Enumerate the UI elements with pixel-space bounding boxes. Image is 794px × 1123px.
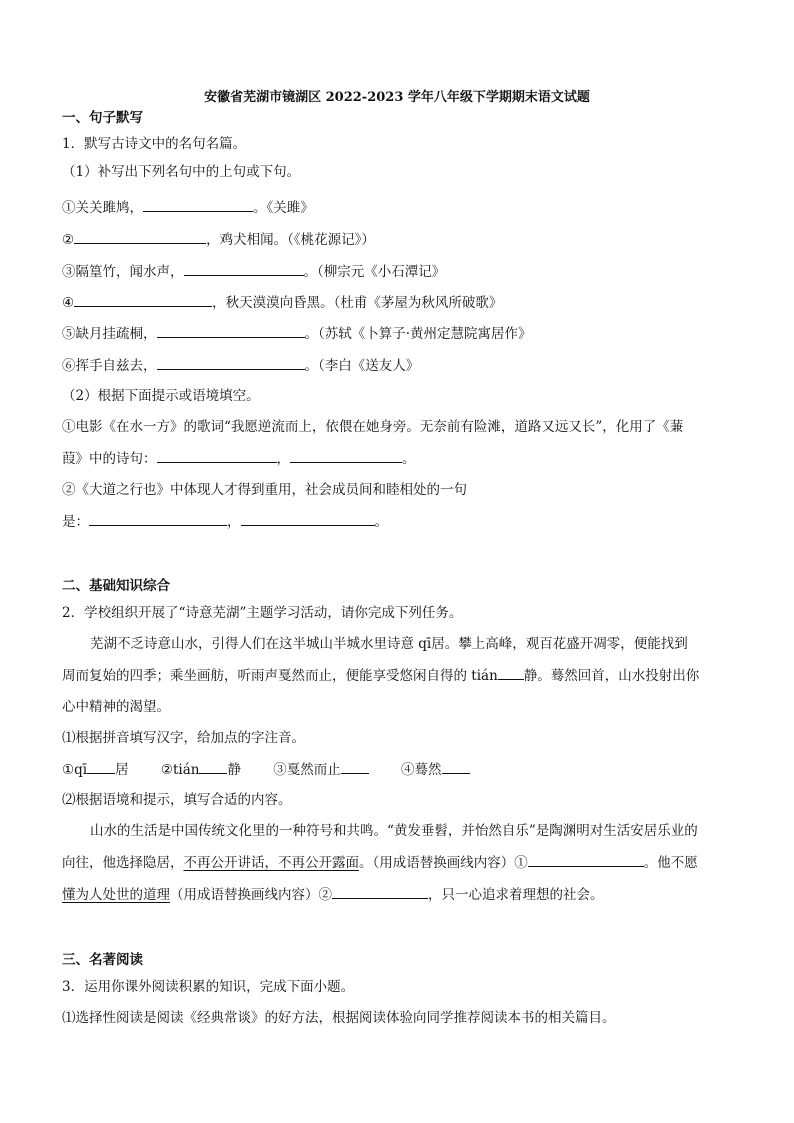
answer-blank[interactable] bbox=[442, 759, 470, 774]
answer-blank[interactable] bbox=[341, 759, 369, 774]
answer-blank[interactable] bbox=[241, 511, 375, 526]
question-2: 2．学校组织开展了“诗意芜湖”主题学习活动，请你完成下列任务。 bbox=[62, 605, 463, 621]
answer-blank[interactable] bbox=[143, 197, 253, 212]
answer-blank[interactable] bbox=[290, 448, 402, 463]
question-3: 3．运用你课外阅读积累的知识，完成下面小题。 bbox=[62, 979, 355, 995]
answer-blank[interactable] bbox=[74, 292, 212, 307]
section-3-header: 三、名著阅读 bbox=[62, 952, 143, 968]
q1-part-1: （1）补写出下列名句中的上句或下句。 bbox=[62, 164, 301, 180]
answer-blank[interactable] bbox=[332, 884, 428, 899]
q1-part-2: （2）根据下面提示或语境填空。 bbox=[62, 388, 260, 404]
answer-blank[interactable] bbox=[74, 229, 206, 244]
fill-line-6: ⑥挥手自兹去， 。（李白《送友人》 bbox=[62, 355, 419, 376]
answer-blank[interactable] bbox=[157, 323, 305, 338]
fill-line-3: ③隔篁竹，闻水声， 。（柳宗元《小石潭记》 bbox=[62, 261, 445, 282]
context-2-line-1: ②《大道之行也》中体现人才得到重用，社会成员间和睦相处的一句 bbox=[62, 482, 467, 498]
fill-line-1: ①关关雎鸠， 。《关雎》 bbox=[62, 197, 314, 218]
item-1: ①qī 居 bbox=[62, 762, 129, 778]
passage-2-line-2: 向往，他选择隐居，不再公开讲话，不再公开露面。（用成语替换画线内容）① 。他不愿 bbox=[62, 852, 698, 873]
passage-1-line-3: 心中精神的渴望。 bbox=[62, 699, 170, 715]
context-2-line-2: 是： ， 。 bbox=[62, 511, 388, 532]
answer-blank[interactable] bbox=[184, 261, 304, 276]
section-1-header: 一、句子默写 bbox=[62, 110, 143, 126]
item-4: ④蓦然 bbox=[401, 762, 470, 778]
passage-2-line-3: 懂为人处世的道理（用成语替换画线内容）② ，只一心追求着理想的社会。 bbox=[62, 884, 604, 905]
fill-line-4: ④ ，秋天漠漠向昏黑。（杜甫《茅屋为秋风所破歌》 bbox=[62, 292, 502, 313]
passage-2-line-1: 山水的生活是中国传统文化里的一种符号和共鸣。“黄发垂髫，并怡然自乐”是陶渊明对生活安居乐业的 bbox=[90, 823, 698, 839]
item-3: ③戛然而止 bbox=[273, 762, 369, 778]
answer-blank[interactable] bbox=[199, 759, 227, 774]
answer-blank[interactable] bbox=[87, 759, 115, 774]
fill-line-2: ② ，鸡犬相闻。（《桃花源记》） bbox=[62, 229, 375, 250]
answer-blank[interactable] bbox=[89, 511, 227, 526]
item-2: ②tián 静 bbox=[161, 762, 241, 778]
task-2: ⑵根据语境和提示，填写合适的内容。 bbox=[62, 792, 292, 808]
answer-blank[interactable] bbox=[498, 665, 524, 680]
task-1-items bbox=[62, 759, 470, 780]
context-1-line-2: 葭》中的诗句： ， 。 bbox=[62, 448, 416, 469]
context-1-line-1: ①电影《在水一方》的歌词“我愿逆流而上，依偎在她身旁。无奈前有险滩，道路又远又长”，化用了《蒹 bbox=[62, 419, 684, 435]
exam-title: 安徽省芜湖市镜湖区 2022-2023 学年八年级下学期期末语文试题 bbox=[204, 90, 590, 105]
passage-1-line-1: 芜湖不乏诗意山水，引得人们在这半城山半城水里诗意 qī居。攀上高峰，观百花盛开凋零，便能找到 bbox=[90, 636, 688, 652]
answer-blank[interactable] bbox=[157, 448, 277, 463]
fill-line-5: ⑤缺月挂疏桐， 。（苏轼《卜算子·黄州定慧院寓居作》 bbox=[62, 323, 532, 344]
answer-blank[interactable] bbox=[157, 355, 305, 370]
question-1: 1．默写古诗文中的名句名篇。 bbox=[62, 136, 247, 152]
task-1: ⑴根据拼音填写汉字，给加点的字注音。 bbox=[62, 730, 305, 746]
answer-blank[interactable] bbox=[528, 852, 644, 867]
passage-1-line-2: 周而复始的四季；乘坐画舫，听雨声戛然而止，便能享受悠闲自得的 tián 静。蓦然回首，山水投射出你 bbox=[62, 665, 699, 686]
section-2-header: 二、基础知识综合 bbox=[62, 578, 170, 594]
q3-task-1: ⑴选择性阅读是阅读《经典常谈》的好方法，根据阅读体验向同学推荐阅读本书的相关篇目。 bbox=[62, 1010, 616, 1026]
